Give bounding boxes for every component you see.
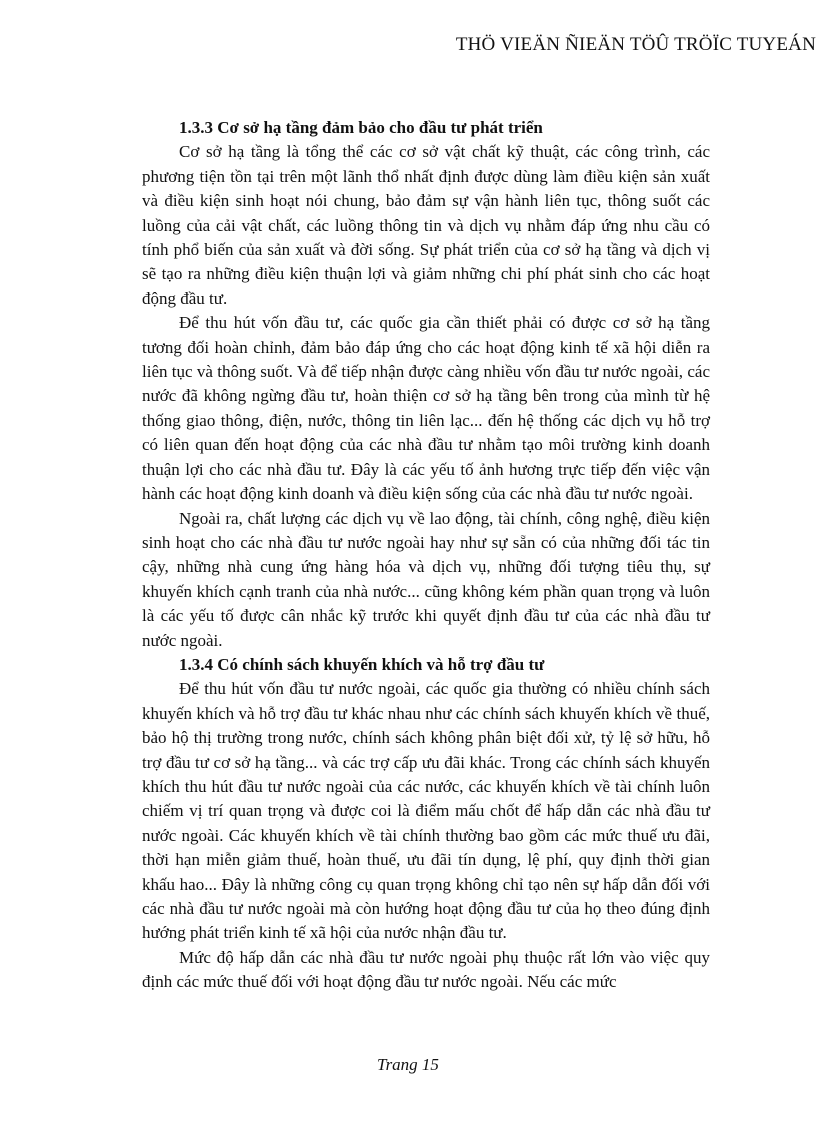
paragraph: Cơ sở hạ tầng là tổng thể các cơ sở vật chất kỹ thuật, các công trình, các phương tiện tồn tại trên một lãnh thổ nhất định được dùng làm điều kiện sản xuất và điều kiện sinh hoạt nói chung, bảo đảm sự vận hành liên tục, thông suốt các luồng của cải vật chất, các luồng thông tin và dịch vụ nhằm đáp ứng nhu cầu có tính phổ biến của sản xuất và đời sống. Sự phát triển của cơ sở hạ tầng và dịch vị sẽ tạo ra những điều kiện thuận lợi và giảm những chi phí phát sinh cho các hoạt động đầu tư. xyxy=(142,142,710,308)
document-body xyxy=(142,116,710,995)
paragraph: Ngoài ra, chất lượng các dịch vụ về lao động, tài chính, công nghệ, điều kiện sinh hoạt cho các nhà đầu tư nước ngoài hay như sự sẵn có của những đối tác tin cậy, những nhà cung ứng hàng hóa và dịch vụ, những đối tượng tiêu thụ, sự khuyến khích cạnh tranh của nhà nước... cũng không kém phần quan trọng và luôn là các yếu tố được cân nhắc kỹ trước khi quyết định đầu tư của các nhà đầu tư nước ngoài. xyxy=(142,508,710,650)
page-number: Trang 15 xyxy=(377,1055,439,1074)
paragraph: Để thu hút vốn đầu tư, các quốc gia cần thiết phải có được cơ sở hạ tầng tương đối hoàn chỉnh, đảm bảo đáp ứng cho các hoạt động kinh tế xã hội diễn ra liên tục và thông suốt. Và để tiếp nhận được càng nhiều vốn đầu tư nước ngoài, các nước đã không ngừng đầu tư, hoàn thiện cơ sở hạ tầng bên trong của mình từ hệ thống giao thông, điện, nước, thông tin liên lạc... đến hệ thống các dịch vụ hỗ trợ có liên quan đến hoạt động của các nhà đầu tư nhằm tạo môi trường kinh doanh thuận lợi cho các nhà đầu tư. Đây là các yếu tố ảnh hương trực tiếp đến việc vận hành các hoạt động kinh doanh và điều kiện sống của các nhà đầu tư nước ngoài. xyxy=(142,313,710,504)
section-heading-1-3-3: 1.3.3 Cơ sở hạ tầng đảm bảo cho đầu tư phát triển xyxy=(179,118,543,137)
page-header: THÖ VIEÄN ÑIEÄN TÖÛ TRÖÏC TUYEÁN xyxy=(455,34,816,55)
paragraph: Để thu hút vốn đầu tư nước ngoài, các quốc gia thường có nhiều chính sách khuyến khích và hỗ trợ đầu tư khác nhau như các chính sách khuyến khích về thuế, bảo hộ thị trường trong nước, chính sách không phân biệt đối xử, tỷ lệ sở hữu, hỗ trợ đầu tư cơ sở hạ tầng... và các trợ cấp ưu đãi khác. Trong các chính sách khuyến khích thu hút đầu tư nước ngoài của các nước, các khuyến khích về tài chính luôn chiếm vị trí quan trọng và được coi là điểm mấu chốt để hấp dẫn các nhà đầu tư nước ngoài. Các khuyến khích về tài chính thường bao gồm các mức thuế ưu đãi, thời hạn miễn giảm thuế, hoàn thuế, ưu đãi tín dụng, lệ phí, quy định thời gian khấu hao... Đây là những công cụ quan trọng không chỉ tạo nên sự hấp dẫn đối với các nhà đầu tư nước ngoài mà còn hướng hoạt động đầu tư của họ theo đúng định hướng phát triển kinh tế xã hội của nước nhận đầu tư. xyxy=(142,679,710,943)
section-heading-1-3-4: 1.3.4 Có chính sách khuyến khích và hỗ trợ đầu tư xyxy=(179,654,545,674)
paragraph: Mức độ hấp dẫn các nhà đầu tư nước ngoài phụ thuộc rất lớn vào việc quy định các mức thuế đối với hoạt động đầu tư nước ngoài. Nếu các mức xyxy=(142,947,710,992)
